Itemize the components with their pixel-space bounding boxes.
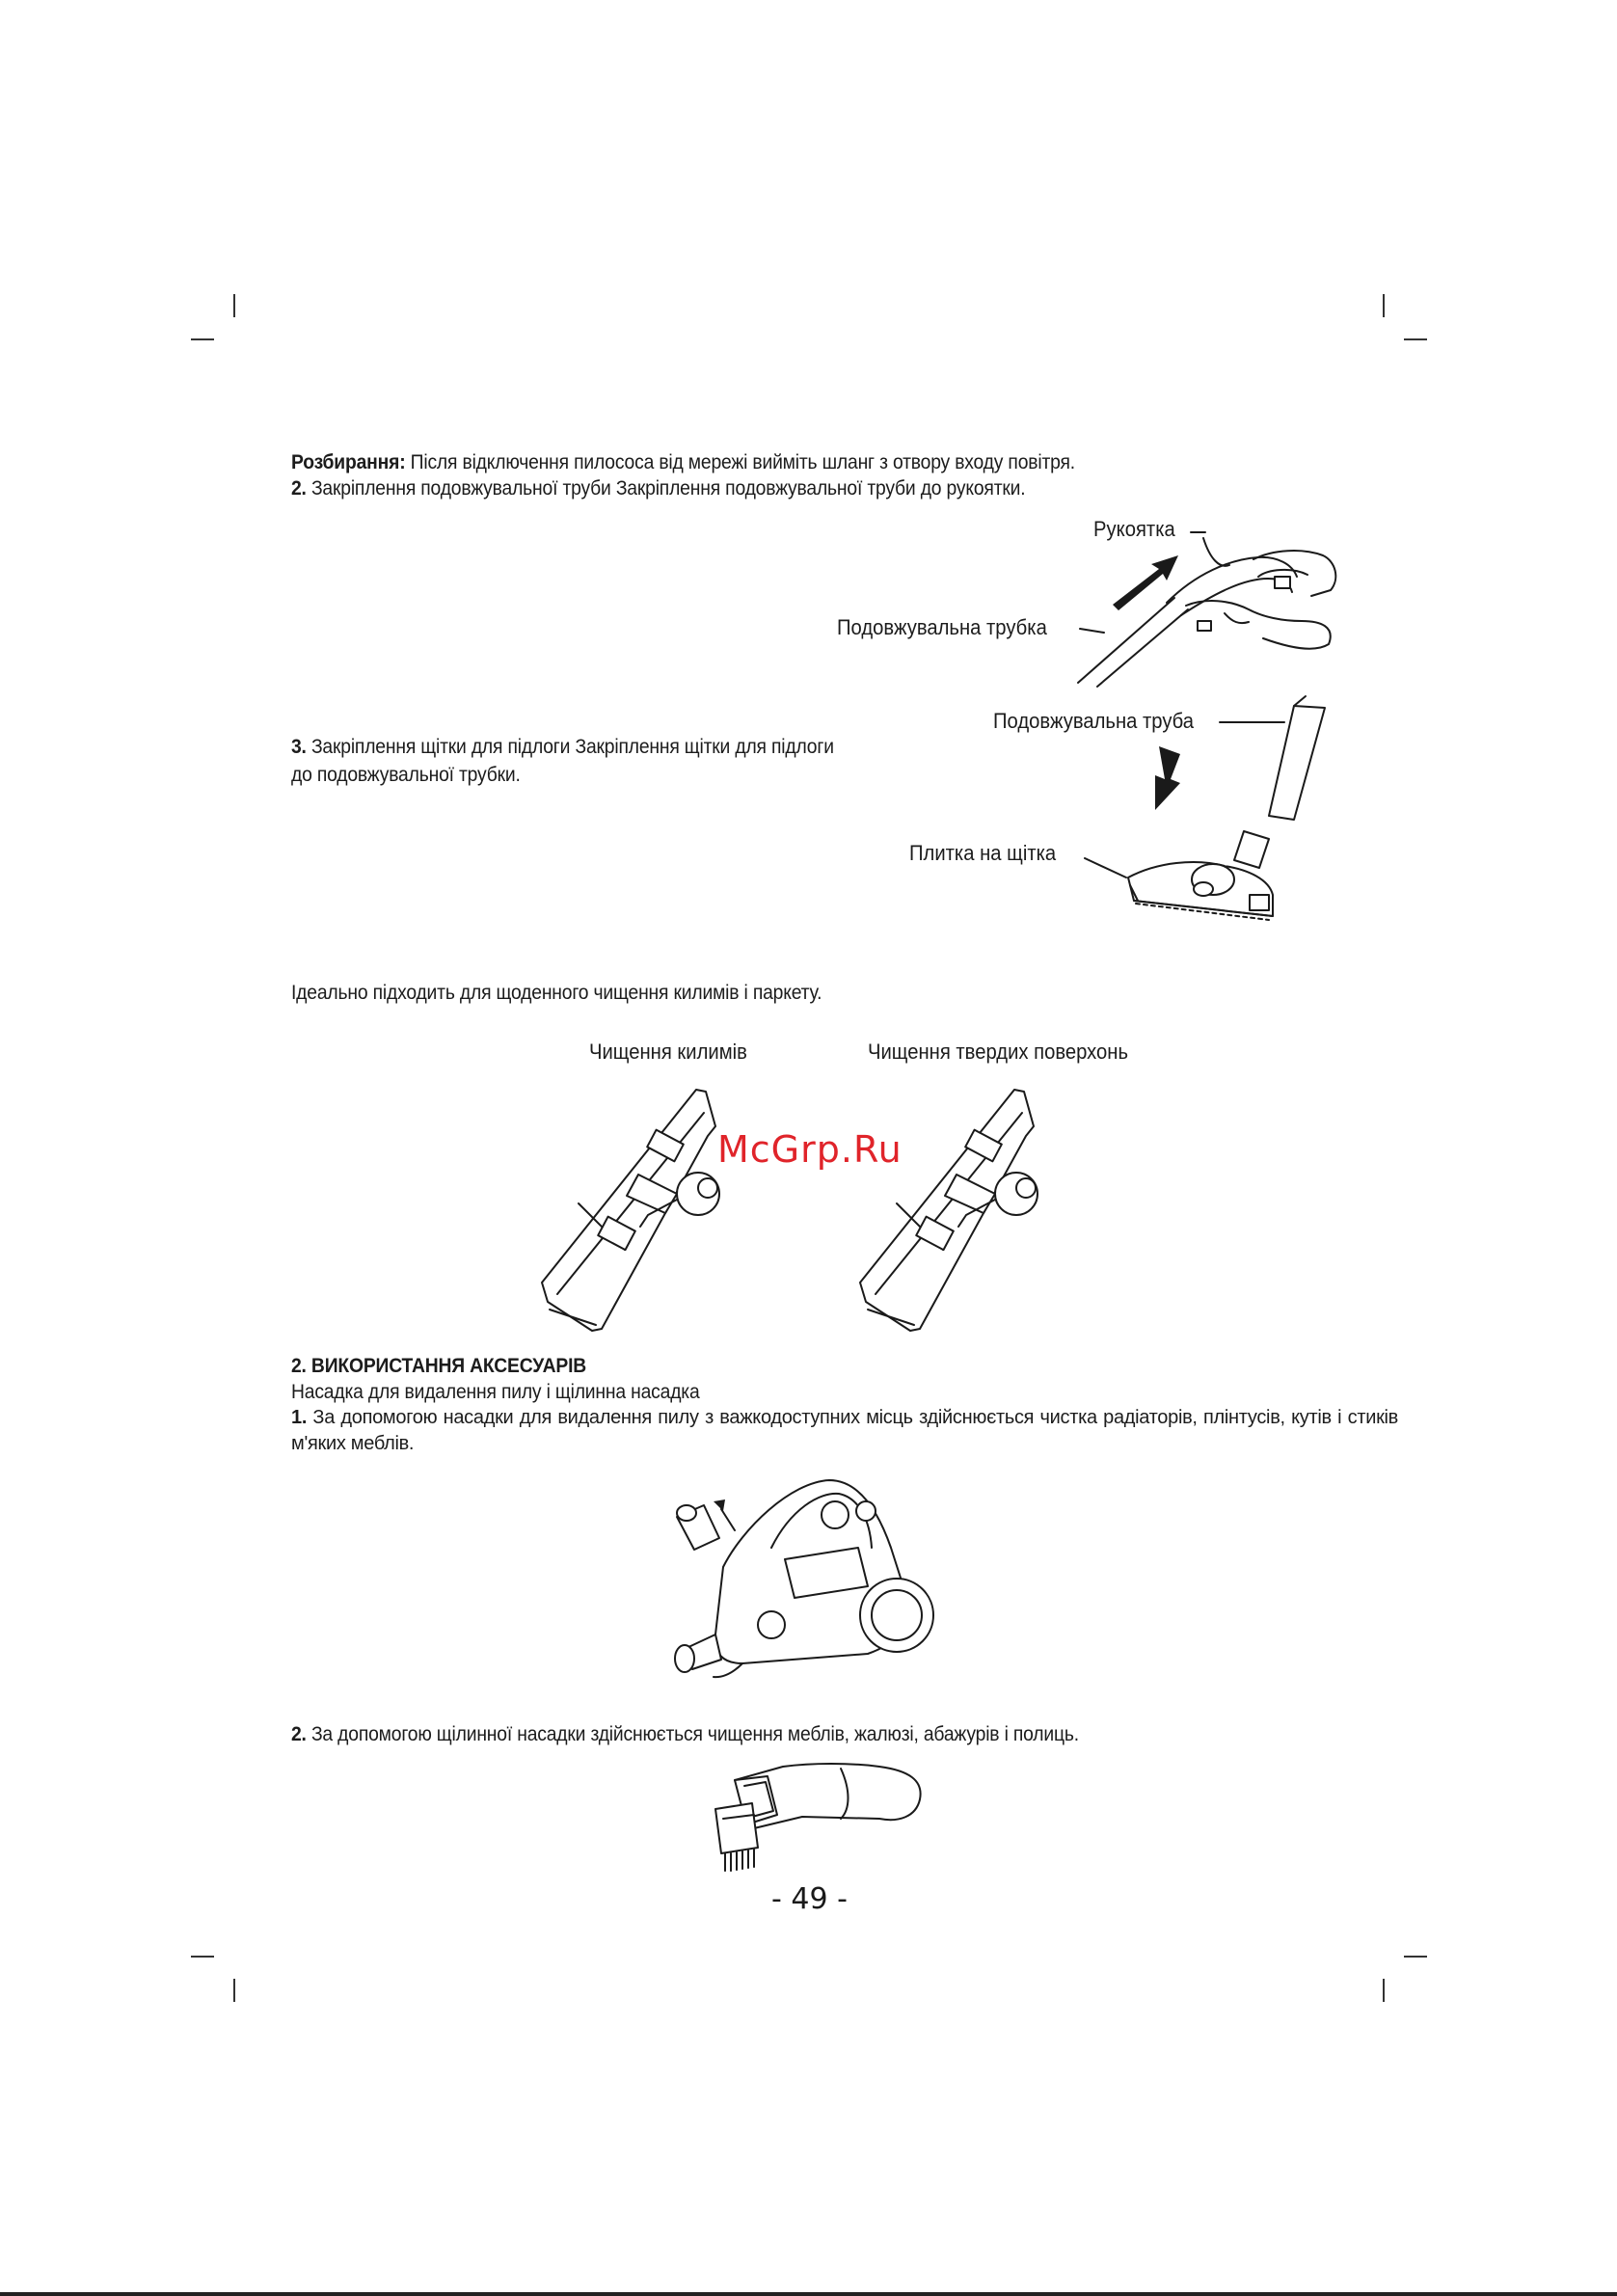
pipe-label: Подовжувальна труба [993,709,1195,733]
step2-text: Закріплення подовжувальної труби Закріплення подовжувальної труби до рукоятки. [306,477,1026,500]
carpet-brush-illustration [532,1078,764,1338]
brush-label: Плитка на щітка [909,841,1057,865]
accessories-item1 [291,1405,1398,1457]
step2-paragraph [291,475,1025,501]
crop-mark [233,294,235,317]
hard-floor-brush-illustration [850,1078,1082,1338]
vacuum-dust-brush-illustration [665,1471,955,1692]
carpet-label: Чищення килимів [589,1040,747,1064]
step3-number: 3. [291,736,307,758]
crop-mark [1404,338,1427,340]
crop-mark [1383,1979,1385,2002]
disassembly-paragraph [291,449,1075,475]
step2-number: 2. [291,477,307,500]
page-bottom-border [0,2292,1617,2296]
crop-mark [233,1979,235,2002]
handle-label: Рукоятка [1093,517,1175,541]
crop-mark [191,338,214,340]
item1-number: 1. [291,1407,308,1428]
handle-tube-illustration [1061,521,1350,694]
crevice-tool-illustration [696,1761,928,1877]
disassembly-label: Розбирання: [291,451,406,473]
step3-line1 [291,734,834,760]
crop-mark [1404,1956,1427,1958]
disassembly-text: Після відключення пилососа від мережі вийміть шланг з отвору входу повітря. [405,451,1075,473]
tube-label: Подовжувальна трубка [837,615,1047,639]
item2-number: 2. [291,1723,307,1745]
step3-line2: до подовжувальної трубки. [291,764,521,786]
item1-text: За допомогою насадки для видалення пилу з важкодоступних місць здійснюється чистка радіаторів, плінтусів, кутів і стиків м'яких меблів. [291,1407,1398,1454]
item2-text: За допомогою щілинної насадки здійснюється чищення меблів, жалюзі, абажурів і полиць. [306,1723,1079,1745]
watermark-logo: McGrp.Ru [717,1128,903,1171]
page-number: - 49 - [771,1882,848,1916]
step3-text: Закріплення щітки для підлоги Закріплення щітки для підлоги [306,736,834,758]
hard-floor-label: Чищення твердих поверхонь [868,1040,1129,1064]
crop-mark [1383,294,1385,317]
accessories-subtitle: Насадка для видалення пилу і щілинна насадка [291,1381,700,1403]
ideal-paragraph: Ідеально підходить для щоденного чищення килимів і паркету. [291,982,822,1004]
crop-mark [191,1956,214,1958]
accessories-item2 [291,1721,1079,1747]
floor-brush-illustration [1080,696,1331,957]
accessories-heading: 2. ВИКОРИСТАННЯ АКСЕСУАРІВ [291,1355,587,1377]
